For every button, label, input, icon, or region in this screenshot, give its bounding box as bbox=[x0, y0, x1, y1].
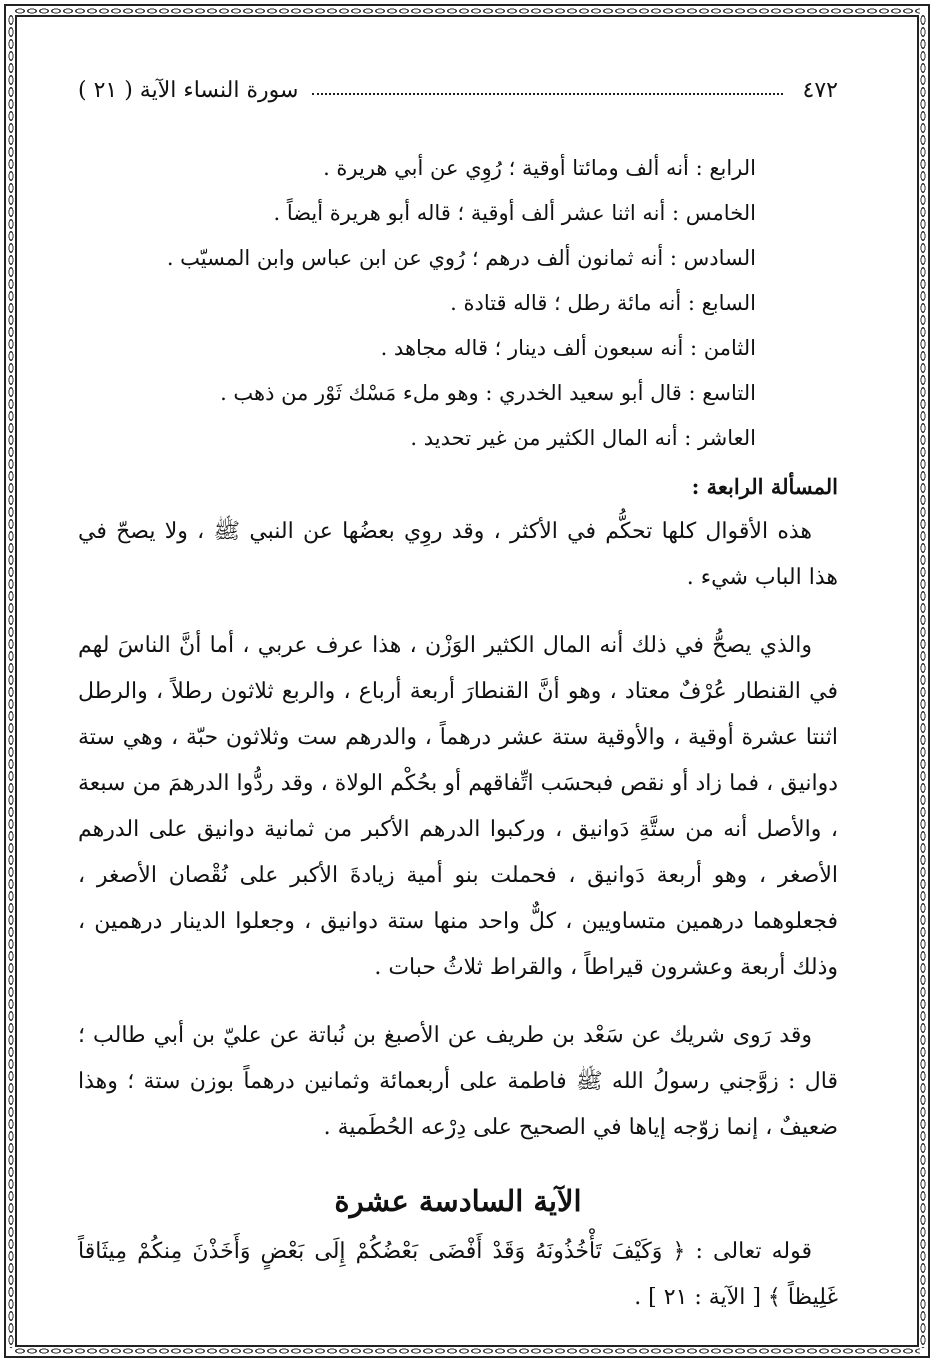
border-chain-right bbox=[918, 14, 928, 1348]
list-item: الثامن : أنه سبعون ألف دينار ؛ قاله مجاهد . bbox=[380, 336, 756, 360]
running-header bbox=[78, 70, 838, 110]
paragraph-text: وقد رَوى شريك عن سَعْد بن طريف عن الأصبغ بن نُباتة عن عليّ بن أبي طالب ؛ قال : زوَّجني رسولُ الله ﷺ فاطمة على أربعمائة وثمانين درهماً بوزن ستة ؛ وهذا ضعيفٌ ، إنما زوّجه إياها في الصحيح على دِرْعه الحُطَمية . bbox=[78, 1023, 838, 1140]
surah-label: سورة النساء الآية ( ٢١ ) bbox=[78, 77, 299, 103]
paragraph bbox=[78, 1229, 838, 1321]
opinions-list bbox=[78, 146, 838, 461]
list-item: السابع : أنه مائة رطل ؛ قاله قتادة . bbox=[450, 291, 756, 315]
paragraph bbox=[78, 623, 838, 991]
list-item: التاسع : قال أبو سعيد الخدري : وهو ملء مَسْك ثَوْر من ذهب . bbox=[220, 381, 756, 405]
section-heading: المسألة الرابعة : bbox=[691, 474, 838, 499]
header-dot-leader bbox=[312, 93, 782, 95]
paragraph bbox=[78, 509, 838, 601]
page-number: ٤٧٢ bbox=[802, 77, 838, 103]
border-chain-bottom bbox=[14, 1346, 920, 1356]
list-item: السادس : أنه ثمانون ألف درهم ؛ رُوي عن ابن عباس وابن المسيّب . bbox=[166, 246, 756, 270]
paragraph-text: والذي يصحُّ في ذلك أنه المال الكثير الوَزْن ، هذا عرف عربي ، أما أنَّ الناسَ لهم في القنطار عُرْفٌ معتاد ، وهو أنَّ القنطارَ أربعة أرباع ، والربع ثلاثون رطلاً ، والرطل اثنتا عشرة أوقية ، والأوقية ستة عشر درهماً ، والدرهم ست وثلاثون حبّة ، وهي ستة دوانيق ، فما زاد أو نقص فبحسَب اتِّفاقهم أو بحُكْم الولاة ، وقد ردُّوا الدرهمَ من سبعة ، والأصل أنه من ستَّةِ دَوانيق ، وركبوا الدرهم الأكبر من ثمانية دوانيق على الدرهم الأصغر ، وهو أربعة دَوانيق ، فحملت بنو أمية زيادةَ الأكبر على نُقْصان الأصغر ، فجعلوهما درهمين متساويين ، كلٌّ واحد منها ستة دوانيق ، وجعلوا الدينار درهمين ، وذلك أربعة وعشرون قيراطاً ، والقراط ثلاثُ حبات . bbox=[78, 633, 838, 980]
paragraph-text: قوله تعالى : ﴿ وَكَيْفَ تَأْخُذُونَهُ وَقَدْ أَفْضَى بَعْضُكُمْ إِلَى بَعْضٍ وَأَخَذْنَ مِنكُمْ مِيثَاقاً غَلِيظاً ﴾ [ الآية : ٢١ ] . bbox=[78, 1239, 838, 1310]
list-item: العاشر : أنه المال الكثير من غير تحديد . bbox=[410, 426, 756, 450]
paragraph-text: هذه الأقوال كلها تحكُّم في الأكثر ، وقد روِي بعضُها عن النبي ﷺ ، ولا يصحّ في هذا الباب شيء . bbox=[78, 519, 838, 590]
list-item: الرابع : أنه ألف ومائتا أوقية ؛ رُوِي عن أبي هريرة . bbox=[323, 156, 756, 180]
list-item: الخامس : أنه اثنا عشر ألف أوقية ؛ قاله أبو هريرة أيضاً . bbox=[273, 201, 756, 225]
paragraph bbox=[78, 1013, 838, 1151]
page-content bbox=[78, 70, 838, 1343]
verse-title: الآية السادسة عشرة bbox=[334, 1184, 582, 1218]
